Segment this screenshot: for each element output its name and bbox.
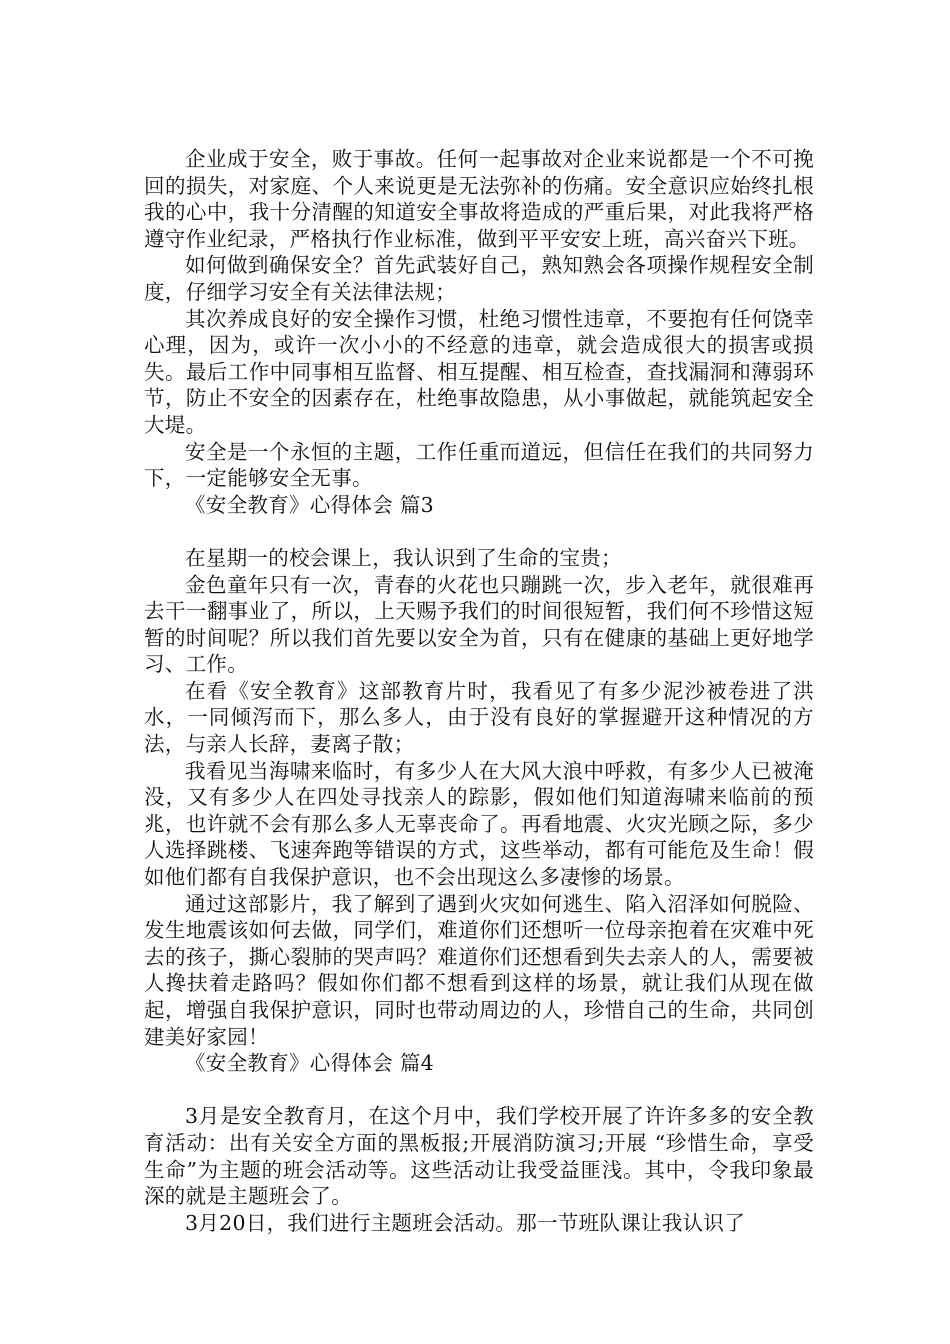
paragraph: 我看见当海啸来临时，有多少人在大风大浪中呼救，有多少人已被淹没，又有多少人在四处寻找亲人的踪影，假如他们知道海啸来临前的预兆，也许就不会有那么多人无辜丧命了。再看地震、火灾光顾之际，多少人选择跳楼、飞速奔跑等错误的方式，这些举动，都有可能危及生命！假如他们都有自我保护意识，也不会出现这么多凄惨的场景。 (144, 758, 814, 890)
paragraph: 企业成于安全，败于事故。任何一起事故对企业来说都是一个不可挽回的损失，对家庭、个人来说更是无法弥补的伤痛。安全意识应始终扎根我的心中，我十分清醒的知道安全事故将造成的严重后果，对此我将严格遵守作业纪录，严格执行作业标准，做到平平安安上班，高兴奋兴下班。 (144, 147, 814, 251)
paragraph: 通过这部影片，我了解到了遇到火灾如何逃生、陷入沼泽如何脱险、发生地震该如何去做，同学们，难道你们还想听一位母亲抱着在灾难中死去的孩子，撕心裂肺的哭声吗？难道你们还想看到失去亲人的人，需要被人搀扶着走路吗？假如你们都不想看到这样的场景，就让我们从现在做起，增强自我保护意识，同时也带动周边的人，珍惜自己的生命，共同创建美好家园！ (144, 891, 814, 1049)
paragraph: 在星期一的校会课上，我认识到了生命的宝贵； (185, 545, 622, 570)
paragraph: 如何做到确保安全？首先武装好自己，熟知熟会各项操作规程安全制度，仔细学习安全有关法律法规； (144, 253, 814, 304)
paragraph: 3月20日，我们进行主题班会活动。那一节班队课让我认识了 (185, 1210, 746, 1235)
paragraph: 金色童年只有一次，青春的火花也只蹦跳一次，步入老年，就很难再去干一翻事业了，所以，上天赐予我们的时间很短暂，我们何不珍惜这短暂的时间呢？所以我们首先要以安全为首，只有在健康的基础上更好地学习、工作。 (144, 572, 814, 677)
section-heading: 《安全教育》心得体会 篇3 (185, 492, 434, 517)
blank-line (144, 1077, 814, 1104)
paragraph: 其次养成良好的安全操作习惯，杜绝习惯性违章，不要抱有任何饶幸心理，因为，或许一次小小的不经意的违章，就会造成很大的损害或损失。最后工作中同事相互监督、相互提醒、相互检查，查找漏洞和薄弱环节，防止不安全的因素存在，杜绝事故隐患，从小事做起，就能筑起安全大堤。 (144, 306, 814, 437)
paragraph: 安全是一个永恒的主题，工作任重而道远，但信任在我们的共同努力下，一定能够安全无事。 (144, 439, 814, 491)
section-heading: 《安全教育》心得体会 篇4 (185, 1051, 434, 1076)
document-body (144, 146, 814, 1236)
blank-line (144, 518, 814, 545)
paragraph: 在看《安全教育》这部教育片时，我看见了有多少泥沙被卷进了洪水，一同倾泻而下，那么多人，由于没有良好的掌握避开这种情况的方法，与亲人长辞，妻离子散； (144, 678, 814, 757)
paragraph: 3月是安全教育月，在这个月中，我们学校开展了许许多多的安全教育活动：出有关安全方面的黑板报;开展消防演习;开展 “珍惜生命，享受生命”为主题的班会活动等。这些活动让我受益匪浅。其中，令我印象最深的就是主题班会了。 (144, 1104, 814, 1209)
